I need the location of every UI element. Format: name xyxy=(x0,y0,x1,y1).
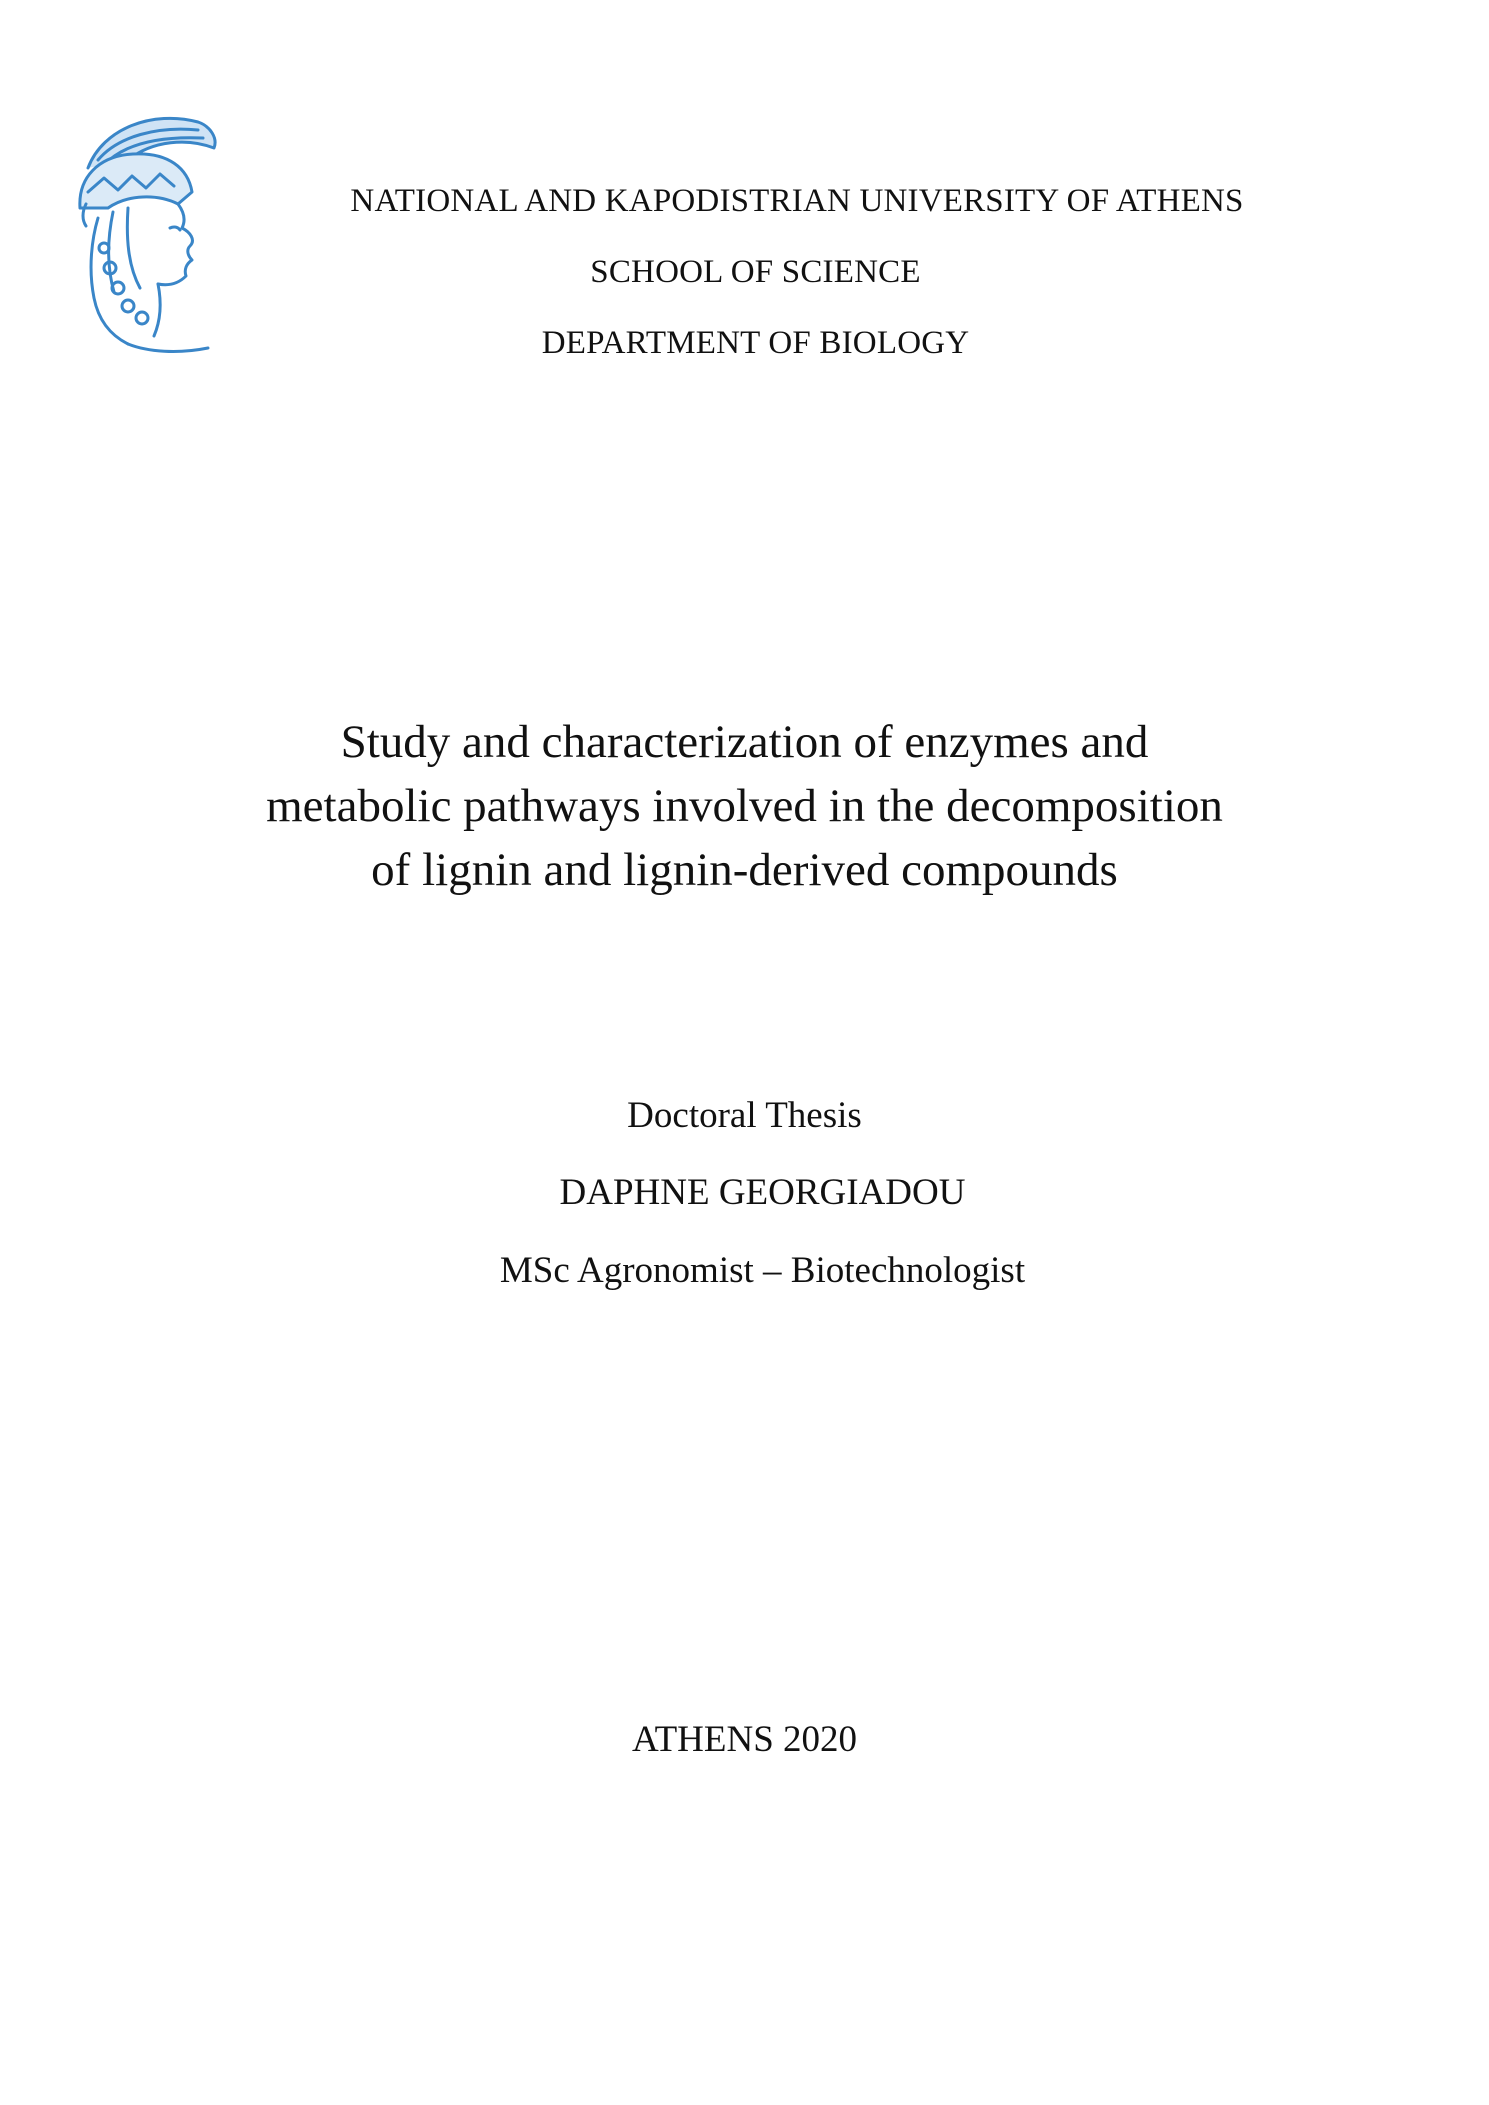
university-name: NATIONAL AND KAPODISTRIAN UNIVERSITY OF ATHENS xyxy=(350,183,1244,219)
thesis-title xyxy=(0,710,1489,902)
thesis-title-line: of lignin and lignin-derived compounds xyxy=(371,844,1118,896)
department-name: DEPARTMENT OF BIOLOGY xyxy=(541,325,970,361)
thesis-title-line: metabolic pathways involved in the decomposition xyxy=(266,780,1223,832)
author-name: DAPHNE GEORGIADOU xyxy=(559,1172,966,1213)
author-degree: MSc Agronomist – Biotechnologist xyxy=(499,1250,1026,1291)
thesis-title-line: Study and characterization of enzymes and xyxy=(340,716,1149,768)
athena-head-logo-icon xyxy=(58,108,228,358)
thesis-type: Doctoral Thesis xyxy=(627,1095,862,1136)
school-name: SCHOOL OF SCIENCE xyxy=(590,254,921,290)
place-and-year: ATHENS 2020 xyxy=(631,1719,858,1760)
